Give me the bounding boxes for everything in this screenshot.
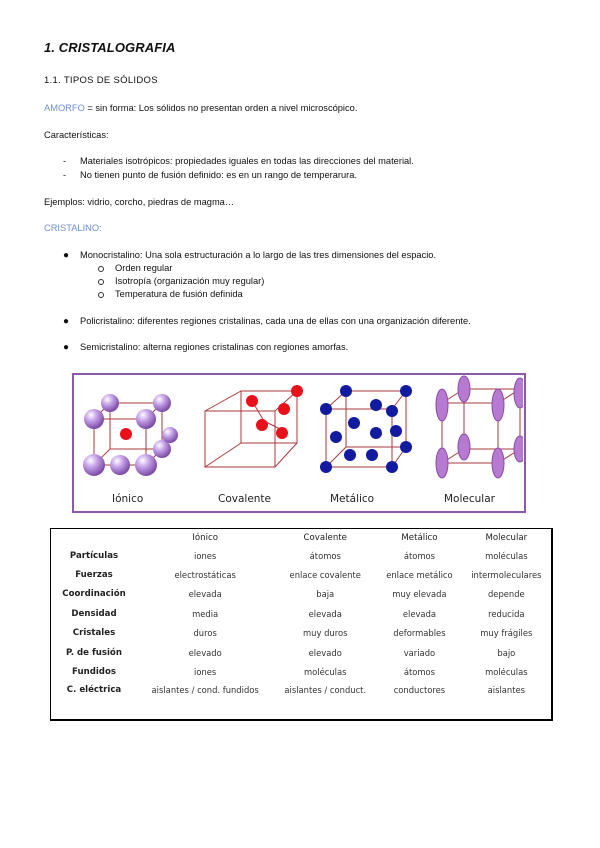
row-header: Densidad bbox=[71, 608, 117, 619]
metallic-lattice-diagram bbox=[320, 385, 412, 473]
crystal-structures-figure bbox=[72, 373, 526, 513]
column-header: Iónico bbox=[192, 532, 218, 543]
bullet-dot: ● bbox=[63, 342, 70, 353]
table-cell: depende bbox=[487, 589, 525, 600]
table-row bbox=[51, 546, 551, 565]
table-cell: moléculas bbox=[304, 667, 347, 678]
ejemplos-line: Ejemplos: vidrio, corcho, piedras de magma… bbox=[44, 197, 235, 207]
covalent-lattice-diagram bbox=[205, 385, 303, 467]
table-cell: bajo bbox=[497, 647, 516, 658]
table-cell: átomos bbox=[403, 667, 436, 678]
table-cell: elevada bbox=[188, 589, 222, 600]
table-row bbox=[51, 662, 551, 681]
dash-marker: - bbox=[63, 170, 67, 180]
molecular-lattice-diagram bbox=[436, 376, 523, 478]
table-cell: muy elevada bbox=[392, 589, 447, 600]
column-header: Covalente bbox=[303, 532, 347, 543]
table-cell: electrostáticas bbox=[174, 570, 236, 581]
amorfo-paragraph bbox=[44, 103, 357, 113]
table-cell: muy duros bbox=[303, 628, 348, 639]
table-cell: elevado bbox=[188, 647, 222, 658]
table-row bbox=[51, 585, 551, 604]
caracteristica-item: Materiales isotrópicos: propiedades iguales en todas las direcciones del material. bbox=[80, 156, 414, 166]
column-header bbox=[51, 529, 137, 546]
table-cell: conductores bbox=[393, 684, 446, 695]
mono-sub-item: Temperatura de fusión definida bbox=[115, 289, 243, 299]
table-cell: variado bbox=[403, 647, 436, 658]
bullet-dot: ● bbox=[63, 250, 70, 261]
table-cell: duros bbox=[193, 628, 217, 639]
amorfo-term: AMORFO bbox=[44, 103, 85, 113]
row-header: C. eléctrica bbox=[66, 684, 122, 695]
table-cell: enlace metálico bbox=[386, 570, 453, 581]
table-cell: deformables bbox=[393, 628, 446, 639]
table-row bbox=[51, 565, 551, 584]
bullet-dot: ● bbox=[63, 316, 70, 327]
table-cell: elevado bbox=[308, 647, 342, 658]
table-cell: aislantes / cond. fundidos bbox=[151, 684, 259, 695]
dash-marker: - bbox=[63, 156, 67, 166]
caracteristica-item: No tienen punto de fusión definido: es en un rango de temperarura. bbox=[80, 170, 358, 180]
figure-label: Molecular bbox=[444, 493, 495, 505]
table-cell: átomos bbox=[309, 550, 341, 561]
table-row bbox=[51, 624, 551, 643]
monocristalino-item: Monocristalino: Una sola estructuración a lo largo de las tres dimensiones del espacio. bbox=[80, 250, 437, 260]
cristalino-title: CRISTALINO: bbox=[44, 223, 102, 233]
page-title: 1. CRISTALOGRAFIA bbox=[44, 40, 176, 55]
policristalino-item: Policristalino: diferentes regiones cristalinas, cada una de ellas con una organización diferente. bbox=[80, 316, 471, 326]
section-subheading: 1.1. TIPOS DE SÓLIDOS bbox=[44, 75, 158, 86]
table-cell: iones bbox=[194, 550, 217, 561]
row-header: P. de fusión bbox=[66, 647, 122, 658]
table-cell: baja bbox=[316, 589, 335, 600]
sub-bullet-circle bbox=[98, 292, 104, 298]
mono-sub-item: Orden regular bbox=[115, 263, 173, 273]
mono-sub-item: Isotropía (organización muy regular) bbox=[115, 276, 265, 286]
table-row bbox=[51, 682, 551, 707]
figure-label: Metálico bbox=[330, 493, 375, 505]
table-cell: media bbox=[192, 608, 219, 619]
table-cell: aislantes bbox=[487, 684, 526, 695]
amorfo-definition: = sin forma: Los sólidos no presentan orden a nivel microscópico. bbox=[84, 103, 358, 113]
table-cell: moléculas bbox=[485, 550, 528, 561]
table-cell: muy frágiles bbox=[480, 628, 533, 639]
table-cell: iones bbox=[194, 667, 217, 678]
sub-bullet-circle bbox=[98, 279, 104, 285]
column-header: Metálico bbox=[401, 532, 438, 543]
row-header: Fundidos bbox=[72, 667, 116, 678]
table-cell: enlace covalente bbox=[289, 570, 361, 581]
row-header: Fuerzas bbox=[75, 570, 113, 581]
semicristalino-item: Semicristalino: alterna regiones cristalinas con regiones amorfas. bbox=[80, 342, 349, 352]
table-row bbox=[51, 643, 551, 662]
table-cell: átomos bbox=[403, 550, 436, 561]
table-header-row bbox=[51, 529, 551, 546]
row-header: Partículas bbox=[69, 550, 119, 561]
solids-comparison-table bbox=[50, 528, 553, 721]
figure-label: Covalente bbox=[218, 493, 272, 505]
table-cell: elevada bbox=[308, 608, 342, 619]
row-header: Coordinación bbox=[62, 589, 126, 600]
caracteristicas-title: Características: bbox=[44, 130, 109, 140]
sub-bullet-circle bbox=[98, 266, 104, 272]
table-cell: reducida bbox=[488, 608, 525, 619]
table-cell: intermoleculares bbox=[471, 570, 542, 581]
table-row bbox=[51, 604, 551, 623]
table-cell: elevada bbox=[402, 608, 437, 619]
row-header: Cristales bbox=[72, 628, 116, 639]
table-cell: aislantes / conduct. bbox=[284, 684, 367, 695]
ionic-lattice-diagram bbox=[83, 394, 178, 476]
table-cell: moléculas bbox=[485, 667, 528, 678]
column-header: Molecular bbox=[485, 532, 528, 543]
figure-label: Iónico bbox=[112, 493, 144, 505]
